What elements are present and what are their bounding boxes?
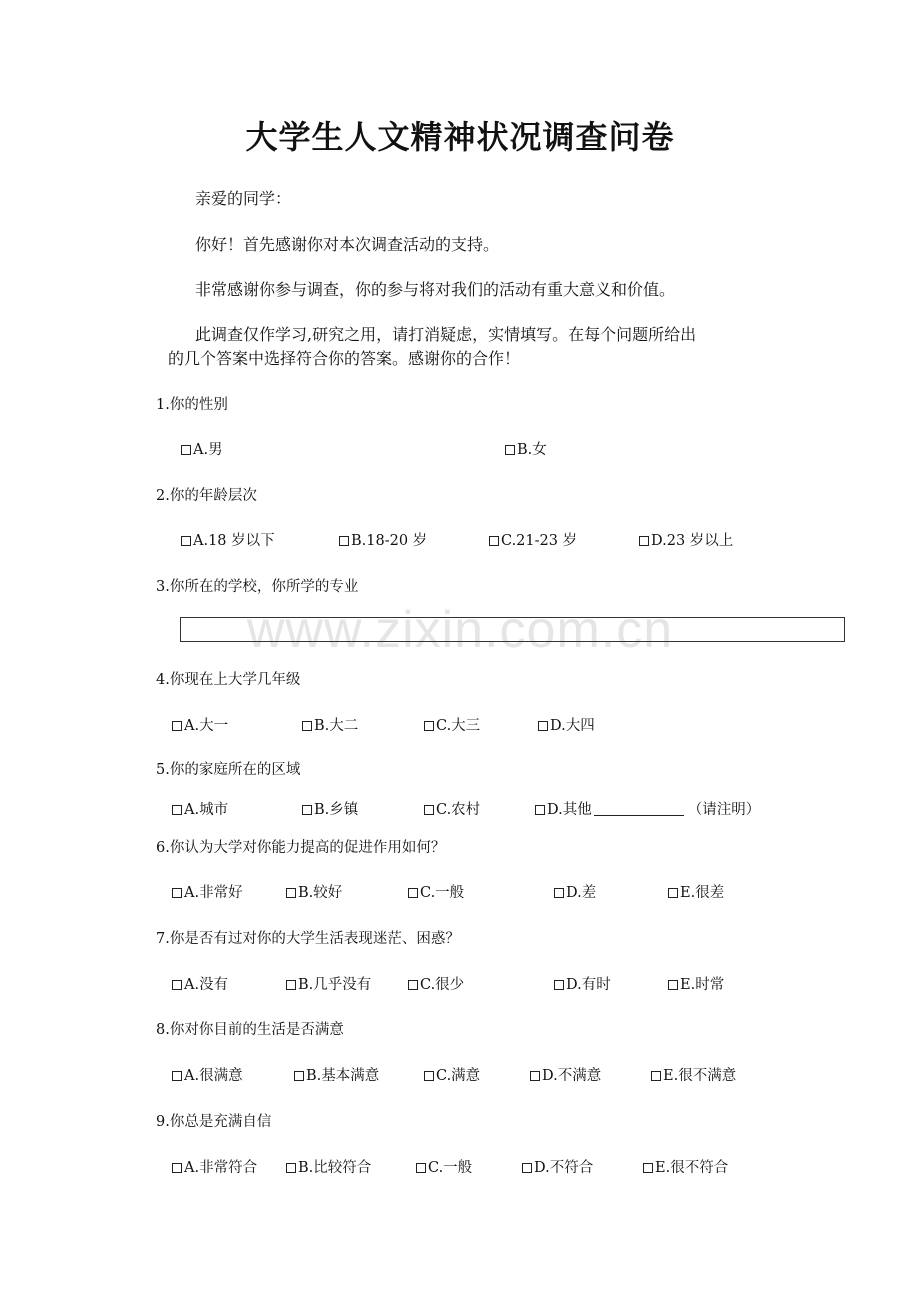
checkbox-icon bbox=[172, 721, 182, 731]
checkbox-icon bbox=[535, 805, 545, 815]
option-checkbox[interactable]: D.不符合 bbox=[522, 1156, 593, 1177]
checkbox-icon bbox=[172, 980, 182, 990]
option-checkbox[interactable]: C.农村 bbox=[424, 798, 480, 819]
checkbox-icon bbox=[530, 1071, 540, 1081]
option-checkbox[interactable]: A.城市 bbox=[172, 798, 228, 819]
option-checkbox[interactable]: B.较好 bbox=[286, 881, 342, 902]
checkbox-icon bbox=[294, 1071, 304, 1081]
option-checkbox[interactable]: E.很不满意 bbox=[651, 1064, 736, 1085]
option-checkbox[interactable]: D.有时 bbox=[554, 973, 611, 994]
question-label: 3.你所在的学校，你所学的专业 bbox=[156, 579, 359, 595]
question-label: 5.你的家庭所在的区域 bbox=[156, 762, 301, 778]
checkbox-icon bbox=[639, 536, 649, 546]
checkbox-icon bbox=[181, 536, 191, 546]
option-checkbox[interactable]: C.满意 bbox=[424, 1064, 480, 1085]
question-label: 9.你总是充满自信 bbox=[156, 1114, 272, 1130]
watermark: www.zixin.com.cn bbox=[246, 601, 674, 659]
checkbox-icon bbox=[416, 1163, 426, 1173]
checkbox-icon bbox=[668, 980, 678, 990]
option-checkbox[interactable]: A.大一 bbox=[172, 714, 228, 735]
question-label: 4.你现在上大学几年级 bbox=[156, 672, 301, 688]
option-checkbox[interactable]: E.很不符合 bbox=[643, 1156, 728, 1177]
option-checkbox[interactable]: C.21-23 岁 bbox=[489, 529, 577, 550]
checkbox-icon bbox=[302, 721, 312, 731]
option-checkbox[interactable]: A.非常符合 bbox=[172, 1156, 257, 1177]
greeting: 亲爱的同学： bbox=[195, 189, 292, 208]
option-checkbox[interactable]: B.大二 bbox=[302, 714, 358, 735]
checkbox-icon bbox=[408, 888, 418, 898]
note-text: （请注明） bbox=[687, 802, 761, 818]
option-checkbox[interactable]: A.18 岁以下 bbox=[181, 529, 275, 550]
question-label: 2.你的年龄层次 bbox=[156, 488, 257, 504]
checkbox-icon bbox=[339, 536, 349, 546]
option-checkbox[interactable]: B.几乎没有 bbox=[286, 973, 371, 994]
option-checkbox[interactable]: C.很少 bbox=[408, 973, 464, 994]
option-checkbox[interactable]: B.基本满意 bbox=[294, 1064, 379, 1085]
option-checkbox[interactable]: B.比较符合 bbox=[286, 1156, 371, 1177]
option-checkbox[interactable]: E.时常 bbox=[668, 973, 724, 994]
intro-paragraph-1: 你好！首先感谢你对本次调查活动的支持。 bbox=[195, 235, 500, 254]
option-checkbox[interactable]: A.很满意 bbox=[172, 1064, 243, 1085]
checkbox-icon bbox=[286, 888, 296, 898]
checkbox-icon bbox=[286, 980, 296, 990]
checkbox-icon bbox=[172, 1163, 182, 1173]
checkbox-icon bbox=[302, 805, 312, 815]
option-checkbox[interactable]: C.一般 bbox=[416, 1156, 472, 1177]
checkbox-icon bbox=[172, 888, 182, 898]
option-checkbox[interactable]: D.大四 bbox=[538, 714, 595, 735]
checkbox-icon bbox=[408, 980, 418, 990]
checkbox-icon bbox=[554, 980, 564, 990]
checkbox-icon bbox=[505, 445, 515, 455]
page-title: 大学生人文精神状况调查问卷 bbox=[245, 118, 675, 156]
option-checkbox[interactable]: C.一般 bbox=[408, 881, 464, 902]
intro-paragraph-3: 此调查仅作学习,研究之用，请打消疑虑，实情填写。在每个问题所给出 bbox=[195, 325, 697, 344]
checkbox-icon bbox=[643, 1163, 653, 1173]
option-checkbox[interactable]: A.没有 bbox=[172, 973, 228, 994]
question-label: 1.你的性别 bbox=[156, 397, 228, 413]
question-label: 7.你是否有过对你的大学生活表现迷茫、困惑？ bbox=[156, 931, 460, 947]
option-checkbox[interactable]: A.男 bbox=[181, 438, 223, 459]
school-major-answer-field[interactable] bbox=[180, 617, 845, 642]
option-checkbox[interactable]: B.女 bbox=[505, 438, 547, 459]
option-checkbox[interactable]: C.大三 bbox=[424, 714, 480, 735]
question-label: 6.你认为大学对你能力提高的促进作用如何？ bbox=[156, 840, 446, 856]
question-label: 8.你对你目前的生活是否满意 bbox=[156, 1022, 344, 1038]
option-checkbox[interactable]: D.23 岁以上 bbox=[639, 529, 733, 550]
checkbox-icon bbox=[522, 1163, 532, 1173]
option-checkbox[interactable]: E.很差 bbox=[668, 881, 724, 902]
option-checkbox[interactable]: B.18-20 岁 bbox=[339, 529, 427, 550]
option-checkbox[interactable]: A.非常好 bbox=[172, 881, 243, 902]
option-checkbox[interactable]: B.乡镇 bbox=[302, 798, 358, 819]
checkbox-icon bbox=[424, 1071, 434, 1081]
other-fill-blank[interactable] bbox=[594, 801, 684, 816]
intro-paragraph-3-cont: 的几个答案中选择符合你的答案。感谢你的合作！ bbox=[168, 349, 521, 368]
option-checkbox[interactable]: D.差 bbox=[554, 881, 596, 902]
intro-paragraph-2: 非常感谢你参与调查，你的参与将对我们的活动有重大意义和价值。 bbox=[195, 280, 676, 299]
option-checkbox[interactable]: D.不满意 bbox=[530, 1064, 601, 1085]
checkbox-icon bbox=[286, 1163, 296, 1173]
checkbox-icon bbox=[538, 721, 548, 731]
option-checkbox[interactable]: D.其他 （请注明） bbox=[535, 798, 760, 819]
checkbox-icon bbox=[172, 805, 182, 815]
checkbox-icon bbox=[651, 1071, 661, 1081]
checkbox-icon bbox=[424, 721, 434, 731]
checkbox-icon bbox=[181, 445, 191, 455]
checkbox-icon bbox=[554, 888, 564, 898]
checkbox-icon bbox=[424, 805, 434, 815]
checkbox-icon bbox=[668, 888, 678, 898]
checkbox-icon bbox=[172, 1071, 182, 1081]
checkbox-icon bbox=[489, 536, 499, 546]
